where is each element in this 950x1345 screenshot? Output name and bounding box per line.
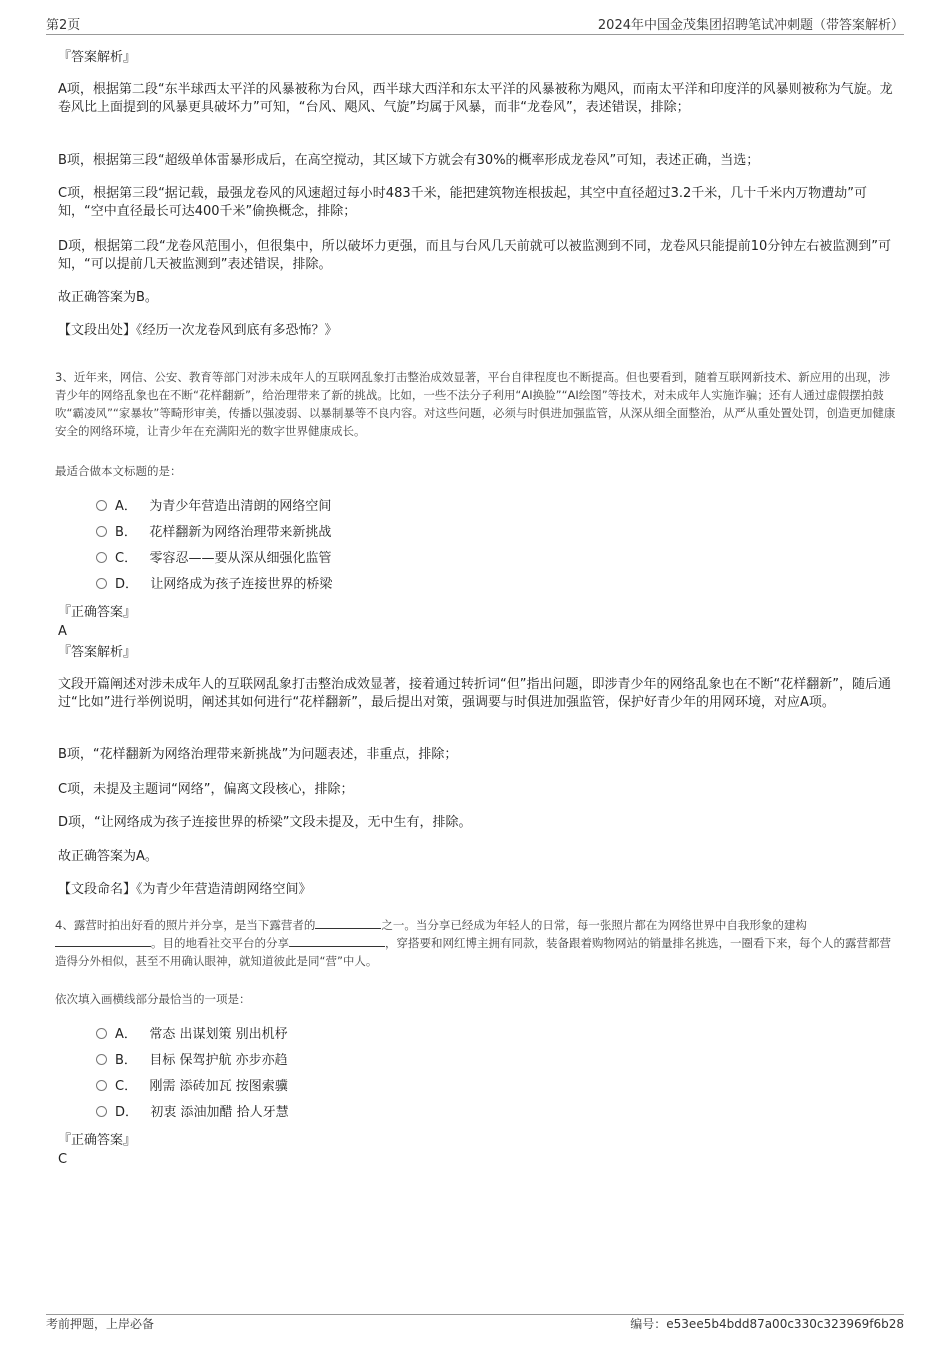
page-footer — [46, 1314, 904, 1335]
q3-option-c[interactable]: C． 零容忍——要从深从细强化监管 — [96, 549, 332, 569]
radio-icon[interactable] — [96, 1080, 107, 1091]
document-id: 编号：e53ee5b4bdd87a00c330c323969f6b28 — [630, 1317, 904, 1331]
q3-explain-2: B项，“花样翻新为网络治理带来新挑战”为问题表述，非重点，排除； — [58, 747, 458, 762]
q3-option-b[interactable]: B． 花样翻新为网络治理带来新挑战 — [96, 523, 331, 543]
q4-option-c[interactable]: C． 刚需 添砖加瓦 按图索骥 — [96, 1077, 288, 1097]
q3-prompt: 最适合做本文标题的是： — [55, 464, 182, 478]
q4-prompt: 依次填入画横线部分最恰当的一项是： — [55, 992, 251, 1006]
radio-icon[interactable] — [96, 1028, 107, 1039]
q3-option-d[interactable]: D． 让网络成为孩子连接世界的桥梁 — [96, 575, 332, 595]
radio-icon[interactable] — [96, 526, 107, 537]
q2-explain-b: B项，根据第三段“超级单体雷暴形成后，在高空搅动，其区域下方就会有30%的概率形成龙卷风”可知，表述正确，当选； — [58, 153, 760, 168]
fill-blank-3[interactable] — [289, 934, 385, 947]
radio-icon[interactable] — [96, 1106, 107, 1117]
q4-passage: 4、露营时拍出好看的照片并分享，是当下露营者的 之一。当分享已经成为年轻人的日常，每一张照片都在为网络世界中自我形象的建构。目的地看社交平台的分享 ，穿搭要和网红博主拥有同款，装备跟着购物网站的销量排名挑选，一圈看下来，每个人的露营都营造得分外相似，甚至不用确认眼神，就知道彼此是同“营”中人。 — [55, 918, 891, 968]
q3-naming: 【文段命名】《为青少年营造清朗网络空间》 — [58, 882, 312, 897]
radio-icon[interactable] — [96, 500, 107, 511]
fill-blank-1[interactable] — [315, 916, 381, 929]
q2-explain-c: C项，根据第三段“据记载，最强龙卷风的风速超过每小时483千米，能把建筑物连根拔起，其空中直径超过3.2千米，几十千米内万物遭劫”可知，“空中直径最长可达400千米”偷换概念，排除； — [58, 186, 868, 219]
q3-passage: 3、近年来，网信、公安、教育等部门对涉未成年人的互联网乱象打击整治成效显著，平台自律程度也不断提高。但也要看到，随着互联网新技术、新应用的出现，涉青少年的网络乱象也在不断“花样翻新”，给治理带来了新的挑战。比如，一些不法分子利用“AI换脸”“AI绘图”等技术，对未成年人实施诈骗；还有人通过虚假摆拍鼓吹“霸凌风”“家暴妆”等畸形审美，传播以强凌弱、以暴制暴等不良内容。对这些问题，必须与时俱进加强监管，从深从细全面整治，从严从重处置处罚，创造更加健康安全的网络环境，让青少年在充满阳光的数字世界健康成长。 — [55, 370, 896, 438]
q2-conclusion: 故正确答案为B。 — [58, 290, 158, 305]
q4-answer: C — [58, 1152, 68, 1167]
q2-explain-d: D项，根据第二段“龙卷风范围小，但很集中，所以破坏力更强，而且与台风几天前就可以被监测到不同，龙卷风只能提前10分钟左右被监测到”可知，“可以提前几天被监测到”表述错误，排除。 — [58, 239, 892, 272]
q2-explain-label: 『答案解析』 — [58, 50, 137, 65]
q3-answer: A — [58, 624, 67, 639]
q3-explain-label: 『答案解析』 — [58, 645, 137, 660]
page-number: 第2页 — [46, 18, 81, 33]
radio-icon[interactable] — [96, 552, 107, 563]
document-title: 2024年中国金茂集团招聘笔试冲刺题（带答案解析） — [597, 18, 904, 33]
q3-explain-4: D项，“让网络成为孩子连接世界的桥梁”文段未提及，无中生有，排除。 — [58, 815, 472, 830]
q2-source: 【文段出处】《经历一次龙卷风到底有多恐怖？》 — [58, 323, 338, 338]
q4-answer-label: 『正确答案』 — [58, 1133, 137, 1148]
q3-explain-1: 文段开篇阐述对涉未成年人的互联网乱象打击整治成效显著，接着通过转折词“但”指出问题，即涉青少年的网络乱象也在不断“花样翻新”，随后通过“比如”进行举例说明，阐述其如何进行“花样翻新”，最后提出对策，强调要与时俱进加强监管，保护好青少年的用网环境，对应A项。 — [58, 677, 891, 710]
q4-option-b[interactable]: B． 目标 保驾护航 亦步亦趋 — [96, 1051, 288, 1071]
footer-slogan: 考前押题，上岸必备 — [46, 1317, 155, 1331]
q3-answer-label: 『正确答案』 — [58, 605, 137, 620]
radio-icon[interactable] — [96, 578, 107, 589]
radio-icon[interactable] — [96, 1054, 107, 1065]
q3-conclusion: 故正确答案为A。 — [58, 849, 158, 864]
q4-option-a[interactable]: A． 常态 出谋划策 别出机杼 — [96, 1025, 288, 1045]
page-header — [46, 14, 904, 35]
q3-explain-3: C项，未提及主题词“网络”，偏离文段核心，排除； — [58, 782, 354, 797]
q3-option-a[interactable]: A． 为青少年营造出清朗的网络空间 — [96, 497, 331, 517]
q2-explain-a: A项，根据第二段“东半球西太平洋的风暴被称为台风，西半球大西洋和东太平洋的风暴被称为飓风，而南太平洋和印度洋的风暴则被称为气旋。龙卷风比上面提到的风暴更具破坏力”可知，“台风、飓风、气旋”均属于风暴，而非“龙卷风”，表述错误，排除； — [58, 82, 893, 115]
fill-blank-2[interactable] — [55, 934, 151, 947]
q4-option-d[interactable]: D． 初衷 添油加醋 拾人牙慧 — [96, 1103, 289, 1123]
